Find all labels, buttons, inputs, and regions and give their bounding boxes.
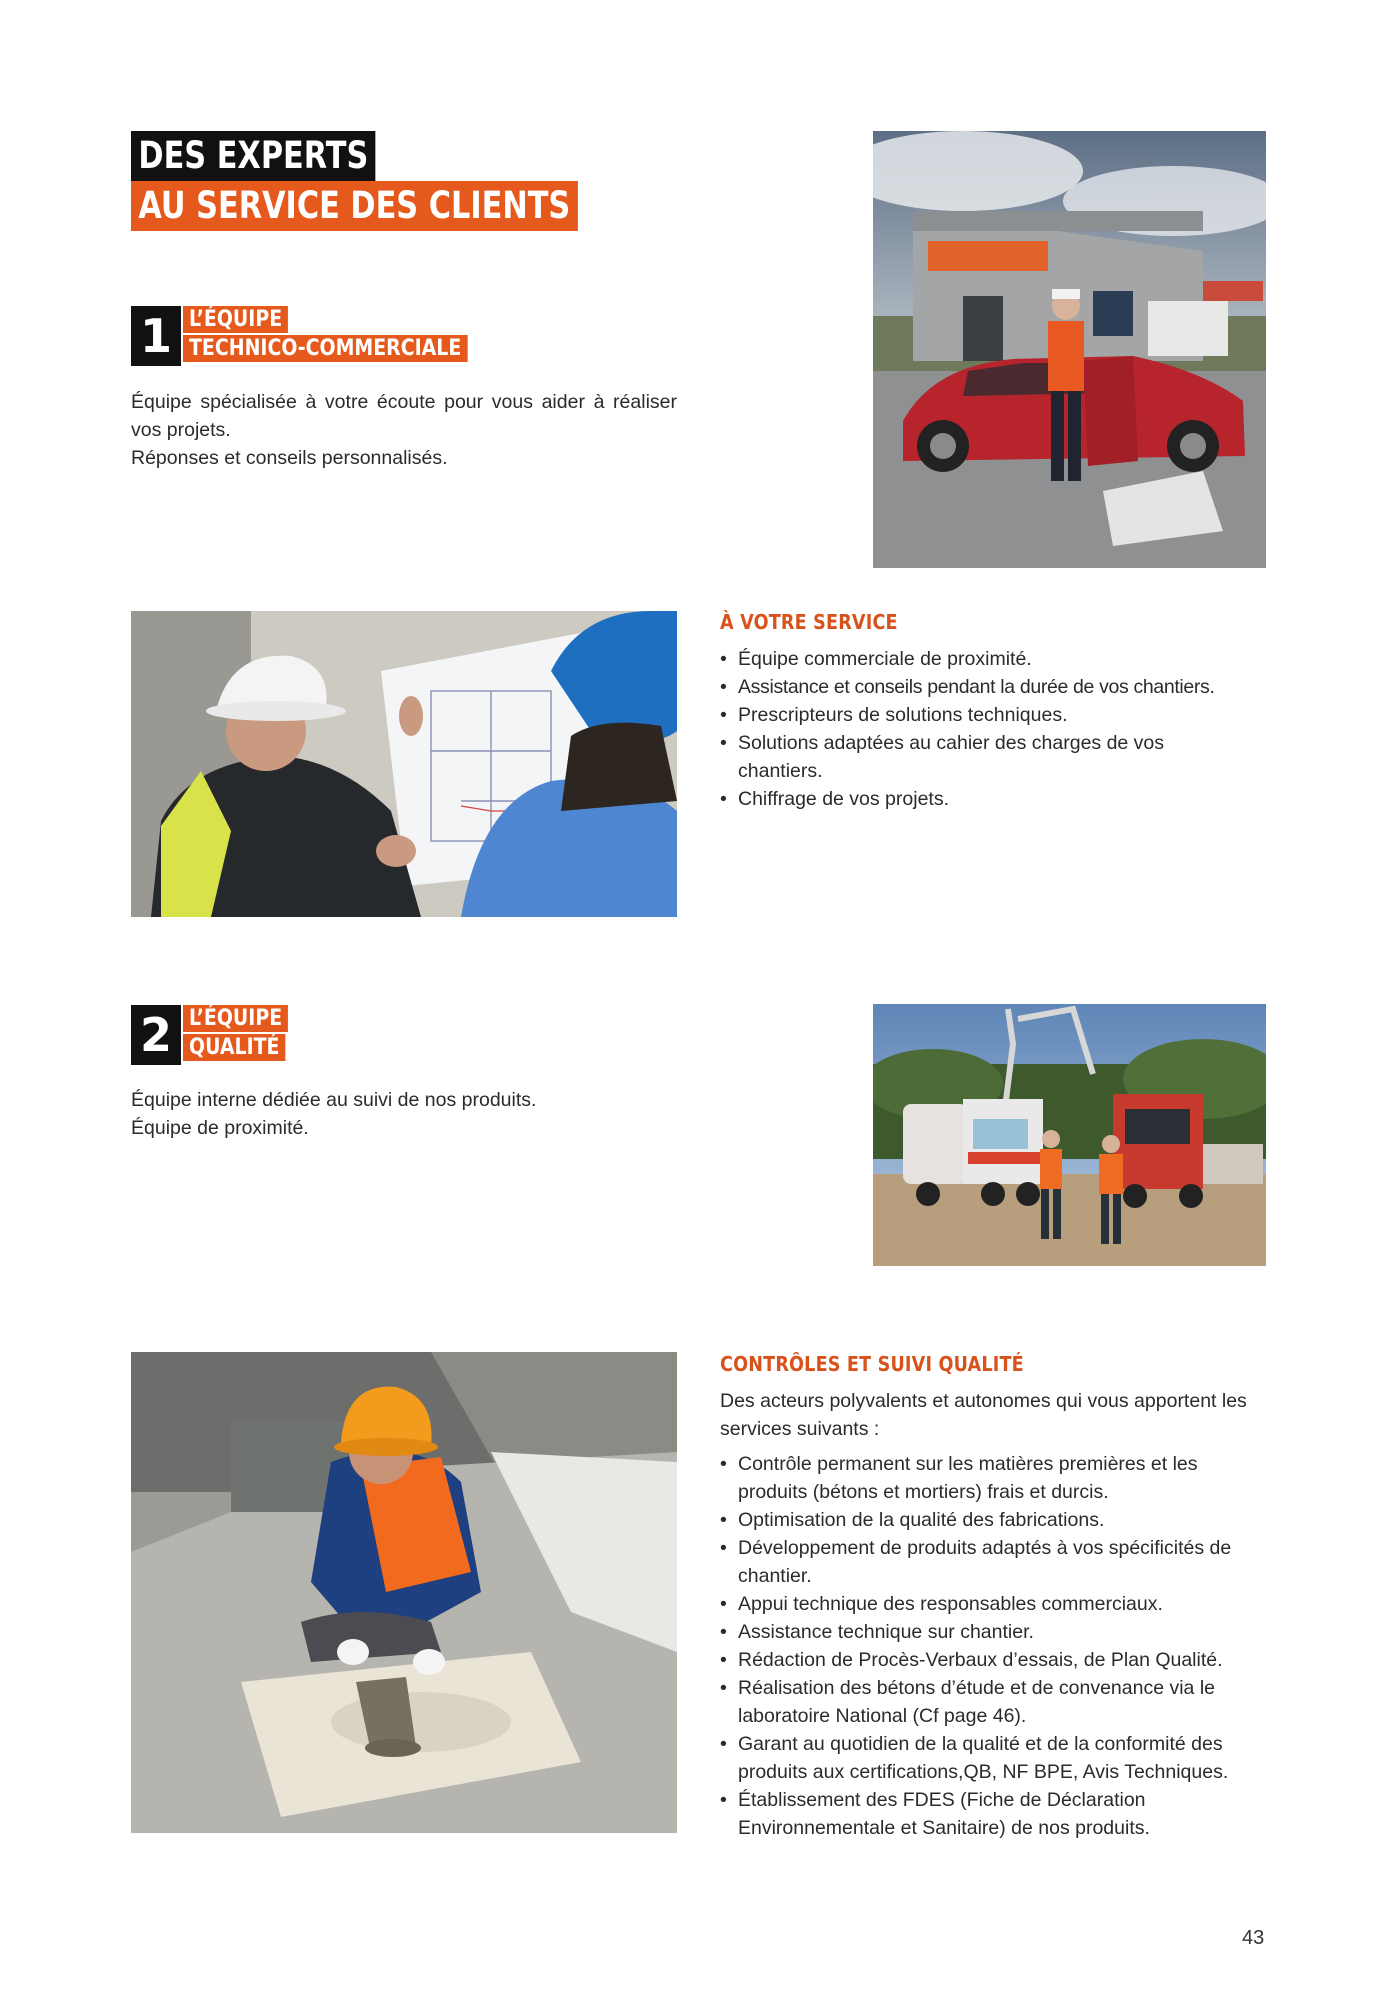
section-1-intro-line-1: Équipe spécialisée à votre écoute pour vous aider à réaliser vos projets. xyxy=(131,391,677,441)
service-heading: À VOTRE SERVICE xyxy=(720,610,898,634)
page-title-line-1: DES EXPERTS xyxy=(131,131,376,181)
section-2-label-line-2: QUALITÉ xyxy=(183,1034,285,1061)
quality-list-item: • Garant au quotidien de la qualité et de la conformité des produits aux certifications,QB, NF BPE, Avis Techniques. xyxy=(720,1730,1260,1786)
section-1-intro xyxy=(131,388,677,472)
service-list-item: • Chiffrage de vos projets. xyxy=(720,785,1268,813)
quality-list-item: • Réalisation des bétons d’étude et de convenance via le laboratoire National (Cf page 46). xyxy=(720,1674,1260,1730)
page-number: 43 xyxy=(1242,1927,1265,1949)
photo-slump-test-worker xyxy=(131,1352,677,1833)
service-list-item: • Prescripteurs de solutions techniques. xyxy=(720,701,1268,729)
quality-heading: CONTRÔLES ET SUIVI QUALITÉ xyxy=(720,1352,1024,1376)
quality-list-item: • Développement de produits adaptés à vos spécificités de chantier. xyxy=(720,1534,1260,1590)
quality-list-item: • Contrôle permanent sur les matières premières et les produits (bétons et mortiers) frais et durcis. xyxy=(720,1450,1260,1506)
quality-list-item: • Optimisation de la qualité des fabrications. xyxy=(720,1506,1260,1534)
quality-list xyxy=(720,1450,1260,1842)
quality-list-item: • Assistance technique sur chantier. xyxy=(720,1618,1260,1646)
quality-list-item: • Appui technique des responsables commerciaux. xyxy=(720,1590,1260,1618)
section-2-number-badge: 2 xyxy=(131,1005,181,1065)
photo-quality-team-with-trucks xyxy=(873,1004,1266,1266)
section-2-intro xyxy=(131,1086,677,1142)
section-2-label-line-1: L’ÉQUIPE xyxy=(183,1005,288,1032)
page-title-line-2: AU SERVICE DES CLIENTS xyxy=(131,181,578,231)
photo-engineer-reviewing-plans xyxy=(131,611,677,917)
quality-list-item: • Établissement des FDES (Fiche de Déclaration Environnementale et Sanitaire) de nos produits. xyxy=(720,1786,1260,1842)
section-1-label-line-2: TECHNICO-COMMERCIALE xyxy=(183,335,467,362)
quality-intro: Des acteurs polyvalents et autonomes qui vous apportent les services suivants : xyxy=(720,1390,1247,1440)
service-list xyxy=(720,645,1268,813)
quality-list-item: • Rédaction de Procès-Verbaux d’essais, de Plan Qualité. xyxy=(720,1646,1260,1674)
service-list-item: • Équipe commerciale de proximité. xyxy=(720,645,1268,673)
service-list-item: • Assistance et conseils pendant la durée de vos chantiers. xyxy=(720,673,1268,701)
section-2-intro-line-1: Équipe interne dédiée au suivi de nos produits. xyxy=(131,1089,537,1111)
service-list-item: • Solutions adaptées au cahier des charges de vos chantiers. xyxy=(720,729,1218,785)
photo-salesman-with-car xyxy=(873,131,1266,568)
section-1-intro-line-2: Réponses et conseils personnalisés. xyxy=(131,447,448,469)
section-1-label-line-1: L’ÉQUIPE xyxy=(183,306,288,333)
section-2-intro-line-2: Équipe de proximité. xyxy=(131,1117,309,1139)
section-1-number-badge: 1 xyxy=(131,306,181,366)
